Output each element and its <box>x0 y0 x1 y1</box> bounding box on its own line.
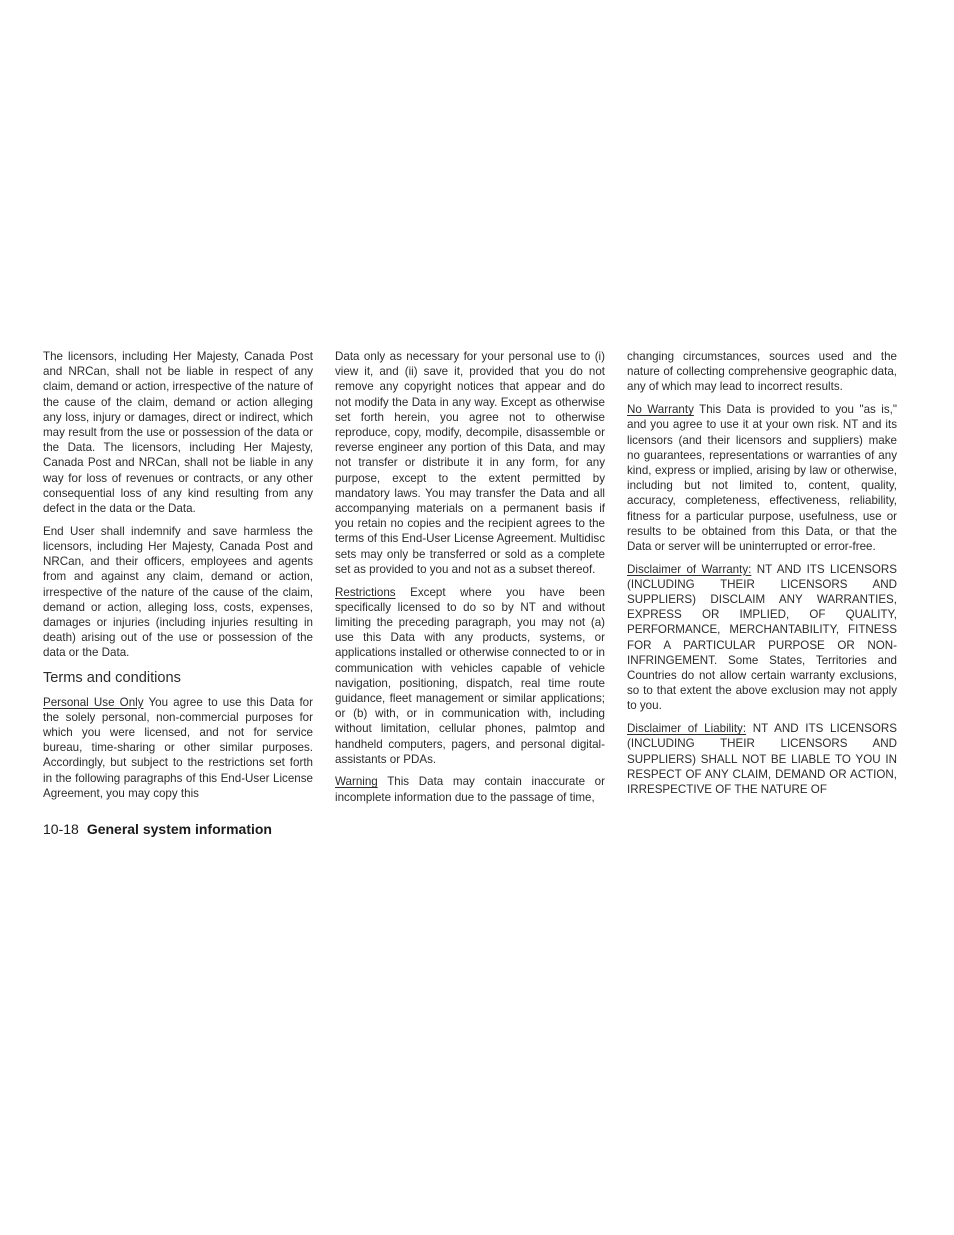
no-warranty-paragraph <box>627 402 897 554</box>
no-warranty-term: No Warranty <box>627 403 694 417</box>
disclaimer-liability-paragraph <box>627 721 897 797</box>
disclaimer-liability-text: NT AND ITS LICENSORS (INCLUDING THEIR LICENSORS AND SUPPLIERS) SHALL NOT BE LIABLE TO YOU IN RESPECT OF ANY CLAIM, DEMAND OR ACTION, IRRESPECTIVE OF THE NATURE OF <box>627 722 898 796</box>
disclaimer-warranty-term: Disclaimer of Warranty: <box>627 562 752 576</box>
personal-use-text: You agree to use this Data for the solely personal, non-commercial purposes for which you were licensed, and not for service bureau, time-sharing or other similar purposes. Accordingly, but subject to the restrictions set forth in the following paragraphs of this End-User License Agreement, you may copy this <box>43 695 313 800</box>
circumstances-paragraph: changing circumstances, sources used and the nature of collecting comprehensive geographic data, any of which may lead to incorrect results. <box>627 350 897 394</box>
warning-term: Warning <box>335 775 378 789</box>
column-left <box>43 349 313 808</box>
page-footer <box>43 820 272 838</box>
section-heading: Terms and conditions <box>43 669 181 686</box>
column-right <box>627 349 897 805</box>
warning-text: This Data may contain inaccurate or incomplete information due to the passage of time, <box>335 775 605 804</box>
disclaimer-warranty-paragraph <box>627 562 897 714</box>
copy-data-paragraph: Data only as necessary for your personal use to (i) view it, and (ii) save it, provided that you do not remove any copyright notices that appear and do not modify the Data in any way. Except as otherwise set forth herein, you agree not to otherwise reproduce, copy, modify, decompile, disassemble or reverse engineer any portion of this Data, and may not transfer or distribute it in any form, for any purpose, except to the extent permitted by mandatory laws. You may transfer the Data and all accompanying materials on a permanent basis if you retain no copies and the recipient agrees to the terms of this End-User License Agreement. Multidisc sets may only be transferred or sold as a complete set as provided to you and not as a subset thereof. <box>335 350 605 576</box>
disclaimer-liability-term: Disclaimer of Liability: <box>627 722 747 736</box>
page-number: 10-18 <box>43 821 79 837</box>
restrictions-text: Except where you have been specifically licensed to do so by NT and without limiting the preceding paragraph, you may not (a) use this Data with any products, systems, or applications installed or otherwise connected to or in communication with vehicles capable of vehicle navigation, positioning, dispatch, real time route guidance, fleet management or similar applications; or (b) with, or in communication with, including without limitation, cellular phones, palmtop and handheld computers, pagers, and personal digital-assistants or PDAs. <box>335 585 605 766</box>
restrictions-term: Restrictions <box>335 585 396 599</box>
footer-section-title: General system information <box>86 821 272 837</box>
no-warranty-text: This Data is provided to you "as is," and you agree to use it at your own risk. NT and its licensors (and their licensors and suppliers) make no guarantees, representations or warranties of any kind, express or implied, arising by law or otherwise, including but not limited to, content, quality, accuracy, completeness, effectiveness, reliability, fitness for a particular purpose, usefulness, use or results to be obtained from this Data, or that the Data or server will be uninterrupted or error-free. <box>627 403 897 553</box>
liability-paragraph: The licensors, including Her Majesty, Canada Post and NRCan, shall not be liable in respect of any claim, demand or action, irrespective of the nature of the cause of the claim, demand or action alleging any loss, injury or damages, direct or indirect, which may result from the use or possession of the data or the Data. The licensors, including Her Majesty, Canada Post and NRCan, shall not be liable in any way for loss of revenues or contracts, or any other consequential loss of any kind resulting from any defect in the data or the Data. <box>43 350 314 516</box>
personal-use-term: Personal Use Only <box>43 695 144 709</box>
personal-use-paragraph <box>43 695 313 801</box>
restrictions-paragraph <box>335 585 605 767</box>
warning-paragraph <box>335 774 605 804</box>
column-middle <box>335 349 605 812</box>
disclaimer-warranty-text: NT AND ITS LICENSORS (INCLUDING THEIR LICENSORS AND SUPPLIERS) DISCLAIM ANY WARRANTIES, EXPRESS OR IMPLIED, OF QUALITY, PERFORMANCE, MERCHANTABILITY, FITNESS FOR A PARTICULAR PURPOSE OR NON-INFRINGEMENT. Some States, Territories and Countries do not allow certain warranty exclusions, so to that extent the above exclusion may not apply to you. <box>627 562 897 713</box>
indemnify-paragraph: End User shall indemnify and save harmless the licensors, including Her Majesty, Canada Post and NRCan, and their officers, employees and agents from and against any claim, demand or action, irrespective of the nature of the cause of the claim, demand or action, alleging loss, costs, expenses, damages or injuries (including injuries resulting in death) arising out of the use or possession of the data or the Data. <box>43 524 313 660</box>
